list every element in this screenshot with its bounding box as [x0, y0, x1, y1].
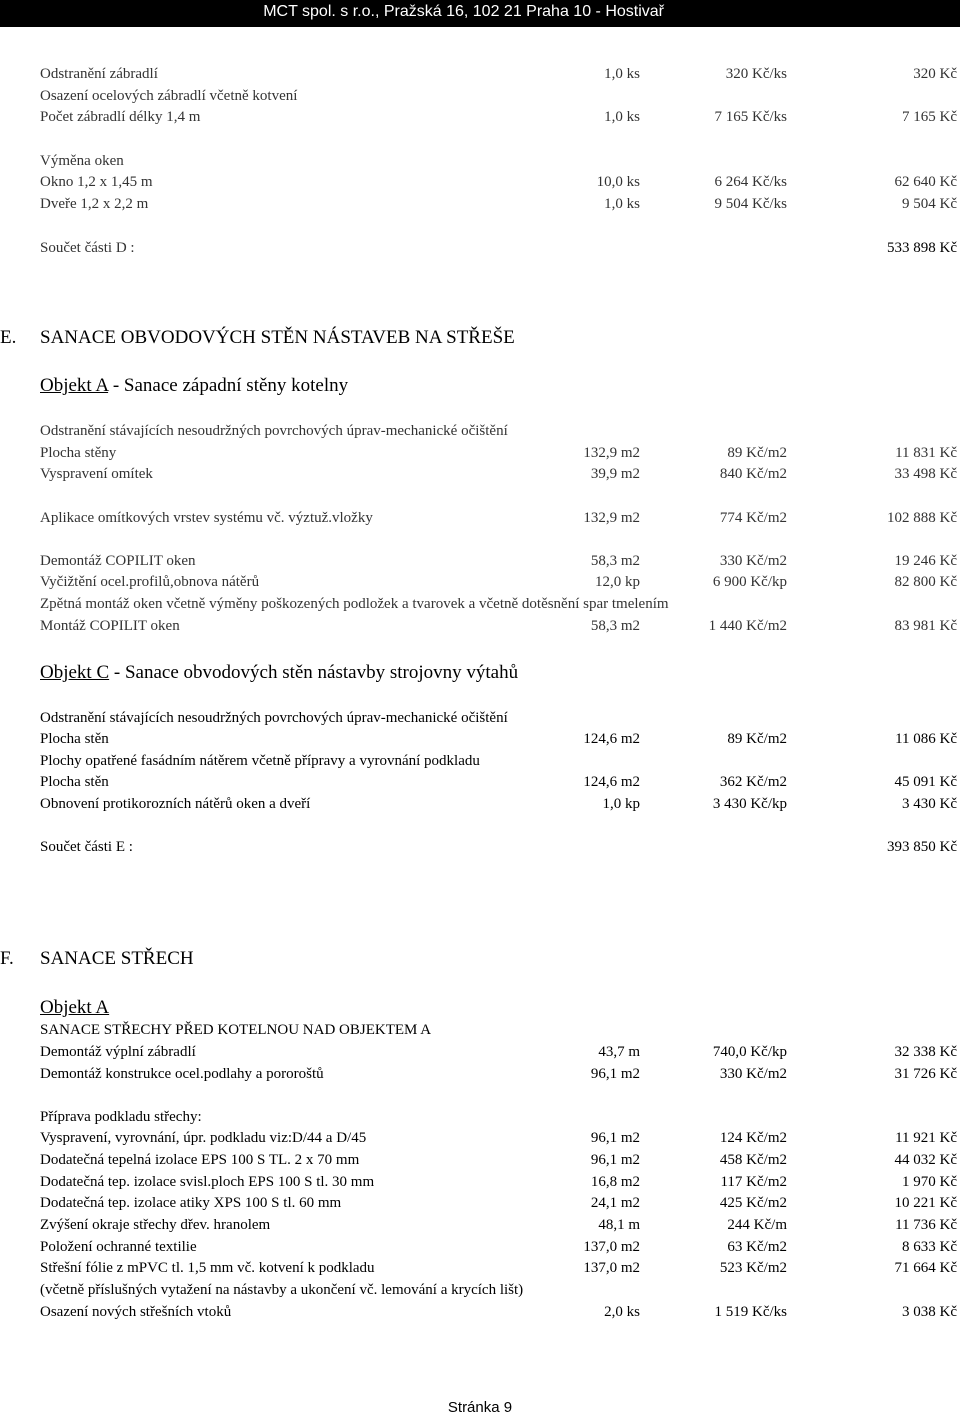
item-quantity: 58,3 m2	[590, 618, 640, 634]
item-quantity: 124,6 m2	[583, 731, 640, 747]
item-description: Příprava podkladu střechy:	[40, 1109, 202, 1125]
item-unit-price: 320 Kč/ks	[725, 66, 787, 82]
line-item-row	[0, 109, 960, 129]
item-quantity: 43,7 m	[598, 1044, 640, 1060]
item-total: 9 504 Kč	[902, 196, 957, 212]
line-item-row	[0, 1217, 960, 1237]
item-description: Dodatečná tepelná izolace EPS 100 S TL. 2 x 70 mm	[40, 1152, 360, 1168]
item-unit-price: 6 900 Kč/kp	[712, 574, 787, 590]
sum-label: Součet části D :	[40, 240, 135, 256]
item-description: (včetně příslušných vytažení na nástavby a ukončení vč. lemování a krycích lišt)	[40, 1282, 524, 1298]
item-description: Odstranění stávajících nesoudržných povrchových úprav-mechanické očištění	[40, 423, 508, 439]
item-unit-price: 63 Kč/m2	[727, 1239, 787, 1255]
item-total: 33 498 Kč	[894, 466, 957, 482]
line-item-row	[0, 731, 960, 751]
item-description: Dveře 1,2 x 2,2 m	[40, 196, 149, 212]
sum-value: 393 850 Kč	[887, 839, 957, 855]
item-unit-price: 89 Kč/m2	[727, 445, 787, 461]
section-title: SANACE OBVODOVÝCH STĚN NÁSTAVEB NA STŘEŠE	[40, 327, 515, 348]
line-item-row	[0, 1260, 960, 1280]
item-quantity: 96,1 m2	[590, 1130, 640, 1146]
item-total: 3 038 Kč	[902, 1304, 957, 1320]
item-description: Vyspravení, vyrovnání, úpr. podkladu viz:D/44 a D/45	[40, 1130, 367, 1146]
item-unit-price: 124 Kč/m2	[719, 1130, 787, 1146]
line-item-row	[0, 596, 960, 616]
line-item-row	[0, 1044, 960, 1064]
item-description: Plocha stěny	[40, 445, 117, 461]
object-desc: - Sanace západní stěny kotelny	[108, 375, 349, 396]
item-total: 320 Kč	[913, 66, 957, 82]
item-total: 19 246 Kč	[894, 553, 957, 569]
item-total: 7 165 Kč	[902, 109, 957, 125]
line-item-row	[0, 510, 960, 530]
item-description: Montáž COPILIT oken	[40, 618, 180, 634]
line-item-row	[0, 1174, 960, 1194]
item-description: Plocha stěn	[40, 731, 109, 747]
object-a-heading	[40, 997, 109, 1019]
line-item-row	[0, 1066, 960, 1086]
line-item-row	[0, 618, 960, 638]
item-unit-price: 7 165 Kč/ks	[714, 109, 787, 125]
item-description: Počet zábradlí délky 1,4 m	[40, 109, 201, 125]
item-unit-price: 3 430 Kč/kp	[712, 796, 787, 812]
item-unit-price: 362 Kč/m2	[719, 774, 787, 790]
item-total: 62 640 Kč	[894, 174, 957, 190]
item-description: Vyčižtění ocel.profilů,obnova nátěrů	[40, 574, 260, 590]
item-quantity: 1,0 ks	[604, 66, 640, 82]
item-unit-price: 1 519 Kč/ks	[714, 1304, 787, 1320]
sum-label: Součet části E :	[40, 839, 133, 855]
item-description: Aplikace omítkových vrstev systému vč. výztuž.vložky	[40, 510, 373, 526]
item-quantity: 24,1 m2	[590, 1195, 640, 1211]
item-quantity: 96,1 m2	[590, 1066, 640, 1082]
line-item-row	[0, 174, 960, 194]
line-item-row	[0, 1152, 960, 1172]
item-description: Položení ochranné textilie	[40, 1239, 197, 1255]
item-quantity: 1,0 ks	[604, 196, 640, 212]
line-item-row	[0, 153, 960, 173]
line-item-row	[0, 574, 960, 594]
section-letter: F.	[0, 948, 14, 969]
section-letter: E.	[0, 327, 17, 348]
item-description: Zpětná montáž oken včetně výměny poškozených podložek a tvarovek a včetně dotěsnění spar tmelením	[40, 596, 669, 612]
line-item-row	[0, 66, 960, 86]
page-number: Stránka 9	[447, 1399, 513, 1416]
item-total: 32 338 Kč	[894, 1044, 957, 1060]
item-unit-price: 425 Kč/m2	[719, 1195, 787, 1211]
item-total: 8 633 Kč	[902, 1239, 957, 1255]
line-item-row	[0, 196, 960, 216]
line-item-row	[0, 1109, 960, 1129]
item-description: Demontáž konstrukce ocel.podlahy a pororoštů	[40, 1066, 324, 1082]
line-item-row	[0, 445, 960, 465]
item-description: Demontáž COPILIT oken	[40, 553, 196, 569]
item-total: 31 726 Kč	[894, 1066, 957, 1082]
line-item-row	[0, 1195, 960, 1215]
item-unit-price: 244 Kč/m	[727, 1217, 787, 1233]
item-unit-price: 330 Kč/m2	[719, 553, 787, 569]
item-quantity: 39,9 m2	[590, 466, 640, 482]
item-total: 102 888 Kč	[887, 510, 957, 526]
item-description: Odstranění zábradlí	[40, 66, 158, 82]
section-e-sum	[0, 839, 960, 859]
item-quantity: 48,1 m	[598, 1217, 640, 1233]
item-quantity: 137,0 m2	[583, 1260, 640, 1276]
item-unit-price: 774 Kč/m2	[719, 510, 787, 526]
object-name: Objekt C	[40, 662, 110, 683]
object-subtitle: SANACE STŘECHY PŘED KOTELNOU NAD OBJEKTEM A	[40, 1022, 432, 1038]
item-unit-price: 1 440 Kč/m2	[708, 618, 787, 634]
item-description: Osazení nových střešních vtoků	[40, 1304, 232, 1320]
item-description: Osazení ocelových zábradlí včetně kotvení	[40, 88, 298, 104]
item-total: 10 221 Kč	[894, 1195, 957, 1211]
object-name: Objekt A	[40, 997, 110, 1018]
object-subtitle-row	[0, 1022, 960, 1042]
item-total: 11 736 Kč	[895, 1217, 957, 1233]
item-total: 83 981 Kč	[894, 618, 957, 634]
item-quantity: 2,0 ks	[604, 1304, 640, 1320]
item-quantity: 137,0 m2	[583, 1239, 640, 1255]
line-item-row	[0, 710, 960, 730]
item-description: Dodatečná tep. izolace svisl.ploch EPS 100 S tl. 30 mm	[40, 1174, 375, 1190]
object-a-heading	[40, 375, 348, 397]
item-quantity: 1,0 ks	[604, 109, 640, 125]
item-description: Výměna oken	[40, 153, 124, 169]
item-unit-price: 9 504 Kč/ks	[714, 196, 787, 212]
item-unit-price: 458 Kč/m2	[719, 1152, 787, 1168]
item-quantity: 132,9 m2	[583, 510, 640, 526]
section-d-sum	[0, 240, 960, 260]
line-item-row	[0, 423, 960, 443]
item-description: Zvýšení okraje střechy dřev. hranolem	[40, 1217, 271, 1233]
item-quantity: 58,3 m2	[590, 553, 640, 569]
header-band	[0, 0, 960, 27]
item-description: Odstranění stávajících nesoudržných povrchových úprav-mechanické očištění	[40, 710, 508, 726]
item-quantity: 1,0 kp	[602, 796, 640, 812]
item-total: 1 970 Kč	[902, 1174, 957, 1190]
item-description: Vyspravení omítek	[40, 466, 153, 482]
item-unit-price: 6 264 Kč/ks	[714, 174, 787, 190]
object-name: Objekt A	[40, 375, 109, 396]
item-total: 45 091 Kč	[894, 774, 957, 790]
line-item-row	[0, 774, 960, 794]
item-quantity: 12,0 kp	[595, 574, 640, 590]
line-item-row	[0, 1282, 960, 1302]
item-quantity: 124,6 m2	[583, 774, 640, 790]
line-item-row	[0, 796, 960, 816]
item-description: Plochy opatřené fasádním nátěrem včetně přípravy a vyrovnání podkladu	[40, 753, 480, 769]
item-unit-price: 89 Kč/m2	[727, 731, 787, 747]
line-item-row	[0, 1304, 960, 1324]
line-item-row	[0, 466, 960, 486]
item-unit-price: 523 Kč/m2	[719, 1260, 787, 1276]
object-c-heading	[40, 662, 518, 684]
sum-value: 533 898 Kč	[887, 240, 957, 256]
item-total: 82 800 Kč	[894, 574, 957, 590]
line-item-row	[0, 1130, 960, 1150]
item-unit-price: 840 Kč/m2	[719, 466, 787, 482]
item-quantity: 96,1 m2	[590, 1152, 640, 1168]
item-description: Střešní fólie z mPVC tl. 1,5 mm vč. kotvení k podkladu	[40, 1260, 375, 1276]
item-description: Okno 1,2 x 1,45 m	[40, 174, 153, 190]
item-description: Dodatečná tep. izolace atiky XPS 100 S tl. 60 mm	[40, 1195, 342, 1211]
line-item-row	[0, 88, 960, 108]
item-quantity: 16,8 m2	[590, 1174, 640, 1190]
item-quantity: 10,0 ks	[596, 174, 640, 190]
item-unit-price: 117 Kč/m2	[720, 1174, 787, 1190]
item-total: 11 086 Kč	[895, 731, 957, 747]
item-unit-price: 330 Kč/m2	[719, 1066, 787, 1082]
object-desc: - Sanace obvodových stěn nástavby strojovny výtahů	[109, 662, 519, 683]
item-description: Plocha stěn	[40, 774, 109, 790]
line-item-row	[0, 553, 960, 573]
section-title: SANACE STŘECH	[40, 948, 194, 969]
item-unit-price: 740,0 Kč/kp	[712, 1044, 787, 1060]
item-total: 11 831 Kč	[895, 445, 957, 461]
item-description: Demontáž výplní zábradlí	[40, 1044, 196, 1060]
line-item-row	[0, 753, 960, 773]
line-item-row	[0, 1239, 960, 1259]
item-total: 71 664 Kč	[894, 1260, 957, 1276]
item-total: 11 921 Kč	[895, 1130, 957, 1146]
item-description: Obnovení protikorozních nátěrů oken a dveří	[40, 796, 311, 812]
company-header: MCT spol. s r.o., Pražská 16, 102 21 Praha 10 - Hostivař	[263, 3, 664, 20]
item-total: 3 430 Kč	[902, 796, 957, 812]
item-total: 44 032 Kč	[894, 1152, 957, 1168]
item-quantity: 132,9 m2	[583, 445, 640, 461]
